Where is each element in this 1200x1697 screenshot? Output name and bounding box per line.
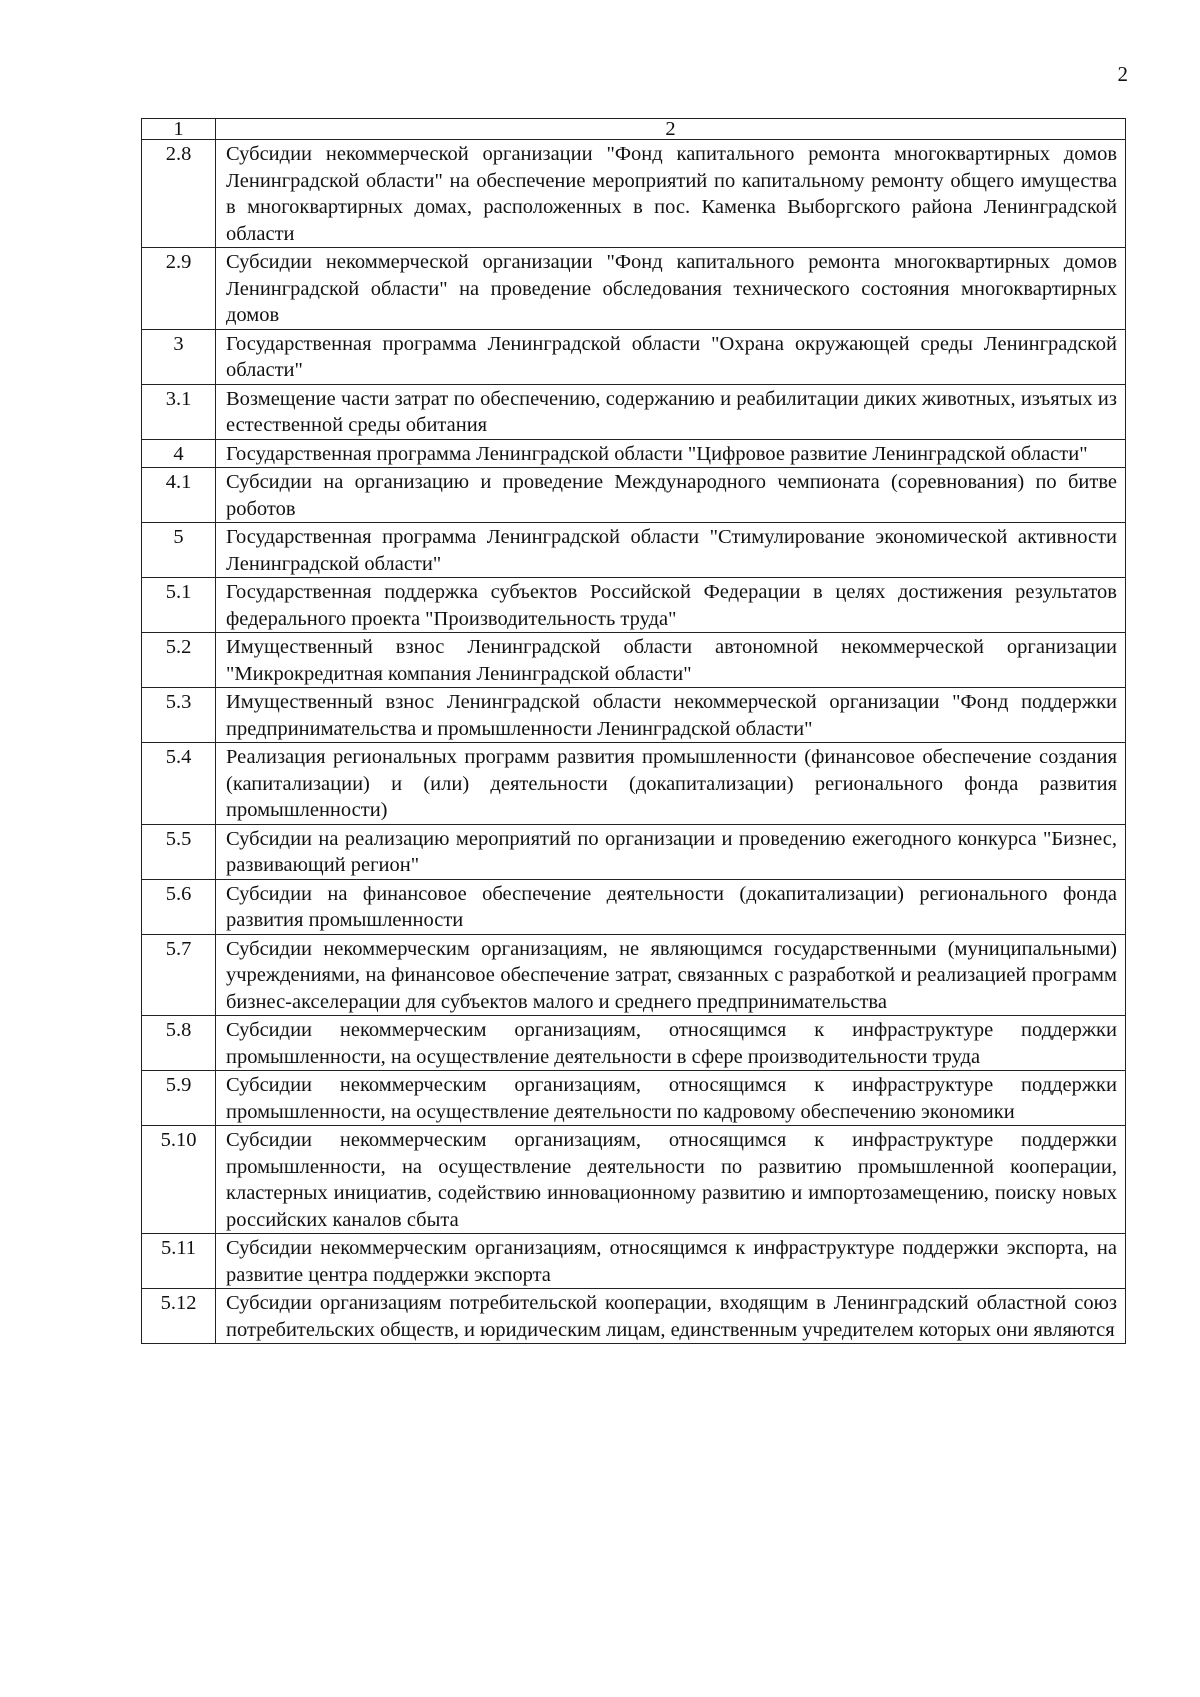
table-row bbox=[142, 439, 1126, 468]
table-row bbox=[142, 523, 1126, 578]
row-number: 5 bbox=[142, 523, 216, 578]
row-number: 5.10 bbox=[142, 1126, 216, 1234]
row-text: Реализация региональных программ развития промышленности (финансовое обеспечение создания (капитализации) и (или) деятельности (докапитализации) регионального фонда развития промышленности) bbox=[216, 743, 1126, 825]
row-number: 5.2 bbox=[142, 633, 216, 688]
row-number: 2.9 bbox=[142, 248, 216, 330]
row-number: 2.8 bbox=[142, 140, 216, 248]
row-text: Субсидии на реализацию мероприятий по организации и проведению ежегодного конкурса "Бизнес, развивающий регион" bbox=[216, 824, 1126, 879]
row-number: 5.5 bbox=[142, 824, 216, 879]
subsidies-table bbox=[141, 118, 1126, 1344]
row-number: 4.1 bbox=[142, 468, 216, 523]
row-text: Государственная программа Ленинградской области "Стимулирование экономической активности Ленинградской области" bbox=[216, 523, 1126, 578]
table-row bbox=[142, 468, 1126, 523]
table-row bbox=[142, 934, 1126, 1016]
table-row bbox=[142, 824, 1126, 879]
row-number: 5.7 bbox=[142, 934, 216, 1016]
table-row bbox=[142, 1071, 1126, 1126]
table-row bbox=[142, 1016, 1126, 1071]
table-row bbox=[142, 743, 1126, 825]
row-number: 5.6 bbox=[142, 879, 216, 934]
column-header-number: 1 bbox=[142, 119, 216, 140]
row-text: Субсидии организациям потребительской кооперации, входящим в Ленинградский областной союз потребительских обществ, и юридическим лицам, единственным учредителем которых они являются bbox=[216, 1289, 1126, 1344]
table-row bbox=[142, 1234, 1126, 1289]
row-text: Государственная поддержка субъектов Российской Федерации в целях достижения результатов федерального проекта "Производительность труда" bbox=[216, 578, 1126, 633]
column-header-name: 2 bbox=[216, 119, 1126, 140]
row-text: Государственная программа Ленинградской области "Охрана окружающей среды Ленинградской области" bbox=[216, 329, 1126, 384]
table-row bbox=[142, 140, 1126, 248]
row-number: 4 bbox=[142, 439, 216, 468]
row-number: 5.4 bbox=[142, 743, 216, 825]
row-text: Субсидии некоммерческим организациям, относящимся к инфраструктуре поддержки экспорта, на развитие центра поддержки экспорта bbox=[216, 1234, 1126, 1289]
page-number: 2 bbox=[1117, 62, 1128, 86]
row-text: Субсидии на финансовое обеспечение деятельности (докапитализации) регионального фонда развития промышленности bbox=[216, 879, 1126, 934]
row-number: 5.12 bbox=[142, 1289, 216, 1344]
table-row bbox=[142, 578, 1126, 633]
row-text: Субсидии некоммерческим организациям, относящимся к инфраструктуре поддержки промышленности, на осуществление деятельности по развитию промышленной кооперации, кластерных инициатив, содействию инновационному развитию и импортозамещению, поиску новых российских каналов сбыта bbox=[216, 1126, 1126, 1234]
row-text: Имущественный взнос Ленинградской области автономной некоммерческой организации "Микрокредитная компания Ленинградской области" bbox=[216, 633, 1126, 688]
table-row bbox=[142, 1289, 1126, 1344]
row-number: 5.9 bbox=[142, 1071, 216, 1126]
row-text: Субсидии некоммерческим организациям, не являющимся государственными (муниципальными) учреждениями, на финансовое обеспечение затрат, связанных с разработкой и реализацией программ бизнес-акселерации для субъектов малого и среднего предпринимательства bbox=[216, 934, 1126, 1016]
row-number: 5.3 bbox=[142, 688, 216, 743]
table-header-row bbox=[142, 119, 1126, 140]
table-row bbox=[142, 879, 1126, 934]
row-text: Субсидии некоммерческим организациям, относящимся к инфраструктуре поддержки промышленности, на осуществление деятельности в сфере производительности труда bbox=[216, 1016, 1126, 1071]
table-row bbox=[142, 1126, 1126, 1234]
row-number: 5.8 bbox=[142, 1016, 216, 1071]
row-number: 5.1 bbox=[142, 578, 216, 633]
row-text: Имущественный взнос Ленинградской области некоммерческой организации "Фонд поддержки предпринимательства и промышленности Ленинградской области" bbox=[216, 688, 1126, 743]
row-text: Возмещение части затрат по обеспечению, содержанию и реабилитации диких животных, изъятых из естественной среды обитания bbox=[216, 384, 1126, 439]
table-row bbox=[142, 329, 1126, 384]
row-text: Субсидии некоммерческой организации "Фонд капитального ремонта многоквартирных домов Ленинградской области" на обеспечение мероприятий по капитальному ремонту общего имущества в многоквартирных домах, расположенных в пос. Каменка Выборгского района Ленинградской области bbox=[216, 140, 1126, 248]
row-text: Субсидии некоммерческим организациям, относящимся к инфраструктуре поддержки промышленности, на осуществление деятельности по кадровому обеспечению экономики bbox=[216, 1071, 1126, 1126]
table-row bbox=[142, 384, 1126, 439]
row-text: Государственная программа Ленинградской области "Цифровое развитие Ленинградской области" bbox=[216, 439, 1126, 468]
row-text: Субсидии на организацию и проведение Международного чемпионата (соревнования) по битве роботов bbox=[216, 468, 1126, 523]
table-row bbox=[142, 688, 1126, 743]
row-text: Субсидии некоммерческой организации "Фонд капитального ремонта многоквартирных домов Ленинградской области" на проведение обследования технического состояния многоквартирных домов bbox=[216, 248, 1126, 330]
table-row bbox=[142, 248, 1126, 330]
row-number: 3 bbox=[142, 329, 216, 384]
row-number: 5.11 bbox=[142, 1234, 216, 1289]
row-number: 3.1 bbox=[142, 384, 216, 439]
table-row bbox=[142, 633, 1126, 688]
